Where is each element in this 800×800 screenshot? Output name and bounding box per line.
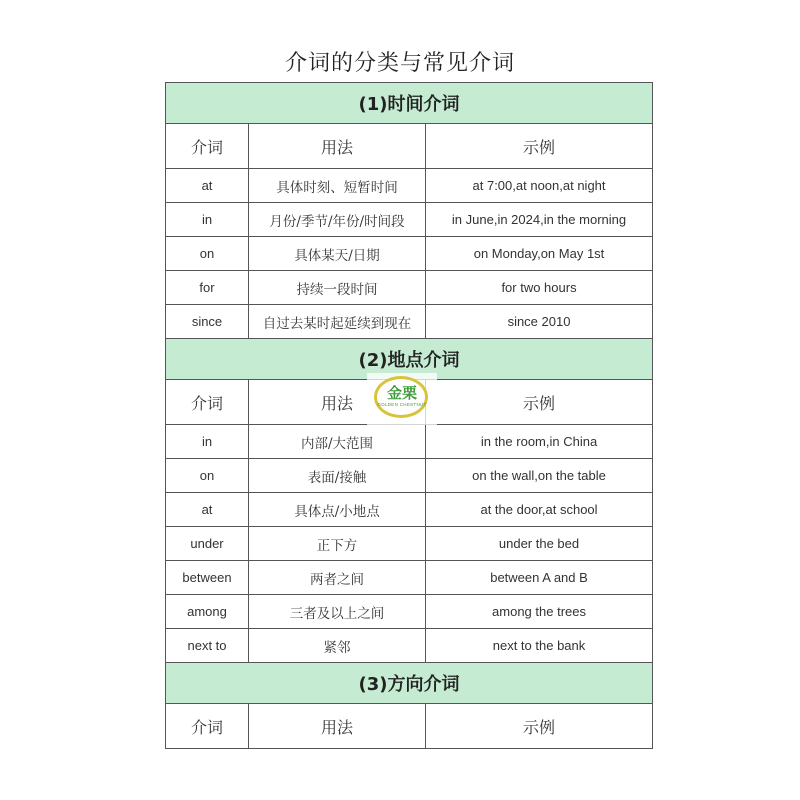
table-row xyxy=(166,271,653,305)
example-cell: between A and B xyxy=(426,561,653,595)
column-header-usage: 用法 xyxy=(249,704,426,749)
column-header-word: 介词 xyxy=(166,380,249,425)
column-header-example: 示例 xyxy=(426,124,653,169)
section-title: (3)方向介词 xyxy=(166,663,653,704)
column-header-row xyxy=(166,704,653,749)
example-cell: in the room,in China xyxy=(426,425,653,459)
logo-main-text: 金栗 xyxy=(386,384,417,402)
example-cell: at 7:00,at noon,at night xyxy=(426,169,653,203)
section-title: (2)地点介词 xyxy=(166,339,653,380)
column-header-example: 示例 xyxy=(426,704,653,749)
word-cell: for xyxy=(166,271,249,305)
word-cell: since xyxy=(166,305,249,339)
column-header-usage: 用法 xyxy=(249,124,426,169)
page-title: 介词的分类与常见介词 xyxy=(284,51,515,76)
example-cell: since 2010 xyxy=(426,305,653,339)
example-cell: in June,in 2024,in the morning xyxy=(426,203,653,237)
column-header-usage: 用法 xyxy=(249,380,426,425)
table-row xyxy=(166,305,653,339)
section-header-time xyxy=(166,83,653,124)
section-title: (1)时间介词 xyxy=(166,83,653,124)
usage-cell: 表面/接触 xyxy=(249,459,426,493)
word-cell: at xyxy=(166,493,249,527)
usage-cell: 三者及以上之间 xyxy=(249,595,426,629)
section-header-direction xyxy=(166,663,653,704)
table-row xyxy=(166,459,653,493)
table-row xyxy=(166,629,653,663)
usage-cell: 正下方 xyxy=(249,527,426,561)
usage-cell: 月份/季节/年份/时间段 xyxy=(249,203,426,237)
usage-cell: 自过去某时起延续到现在 xyxy=(249,305,426,339)
word-cell: in xyxy=(166,203,249,237)
table-row xyxy=(166,527,653,561)
usage-cell: 具体某天/日期 xyxy=(249,237,426,271)
usage-cell: 紧邻 xyxy=(249,629,426,663)
word-cell: on xyxy=(166,459,249,493)
word-cell: between xyxy=(166,561,249,595)
table-row xyxy=(166,425,653,459)
table-row xyxy=(166,169,653,203)
usage-cell: 内部/大范围 xyxy=(249,425,426,459)
word-cell: next to xyxy=(166,629,249,663)
example-cell: among the trees xyxy=(426,595,653,629)
example-cell: for two hours xyxy=(426,271,653,305)
usage-cell: 具体点/小地点 xyxy=(249,493,426,527)
column-header-word: 介词 xyxy=(166,704,249,749)
table-row xyxy=(166,203,653,237)
usage-cell: 两者之间 xyxy=(249,561,426,595)
table-row xyxy=(166,561,653,595)
word-cell: in xyxy=(166,425,249,459)
example-cell: at the door,at school xyxy=(426,493,653,527)
word-cell: on xyxy=(166,237,249,271)
table-row xyxy=(166,237,653,271)
table-row xyxy=(166,493,653,527)
column-header-word: 介词 xyxy=(166,124,249,169)
example-cell: on the wall,on the table xyxy=(426,459,653,493)
column-header-example: 示例 xyxy=(426,380,653,425)
column-header-row xyxy=(166,124,653,169)
example-cell: next to the bank xyxy=(426,629,653,663)
golden-chestnut-logo xyxy=(367,373,437,425)
word-cell: under xyxy=(166,527,249,561)
table-row xyxy=(166,595,653,629)
usage-cell: 具体时刻、短暂时间 xyxy=(249,169,426,203)
word-cell: among xyxy=(166,595,249,629)
example-cell: under the bed xyxy=(426,527,653,561)
example-cell: on Monday,on May 1st xyxy=(426,237,653,271)
logo-sub-text: GOLDEN CHESTNUT xyxy=(377,402,427,407)
usage-cell: 持续一段时间 xyxy=(249,271,426,305)
word-cell: at xyxy=(166,169,249,203)
